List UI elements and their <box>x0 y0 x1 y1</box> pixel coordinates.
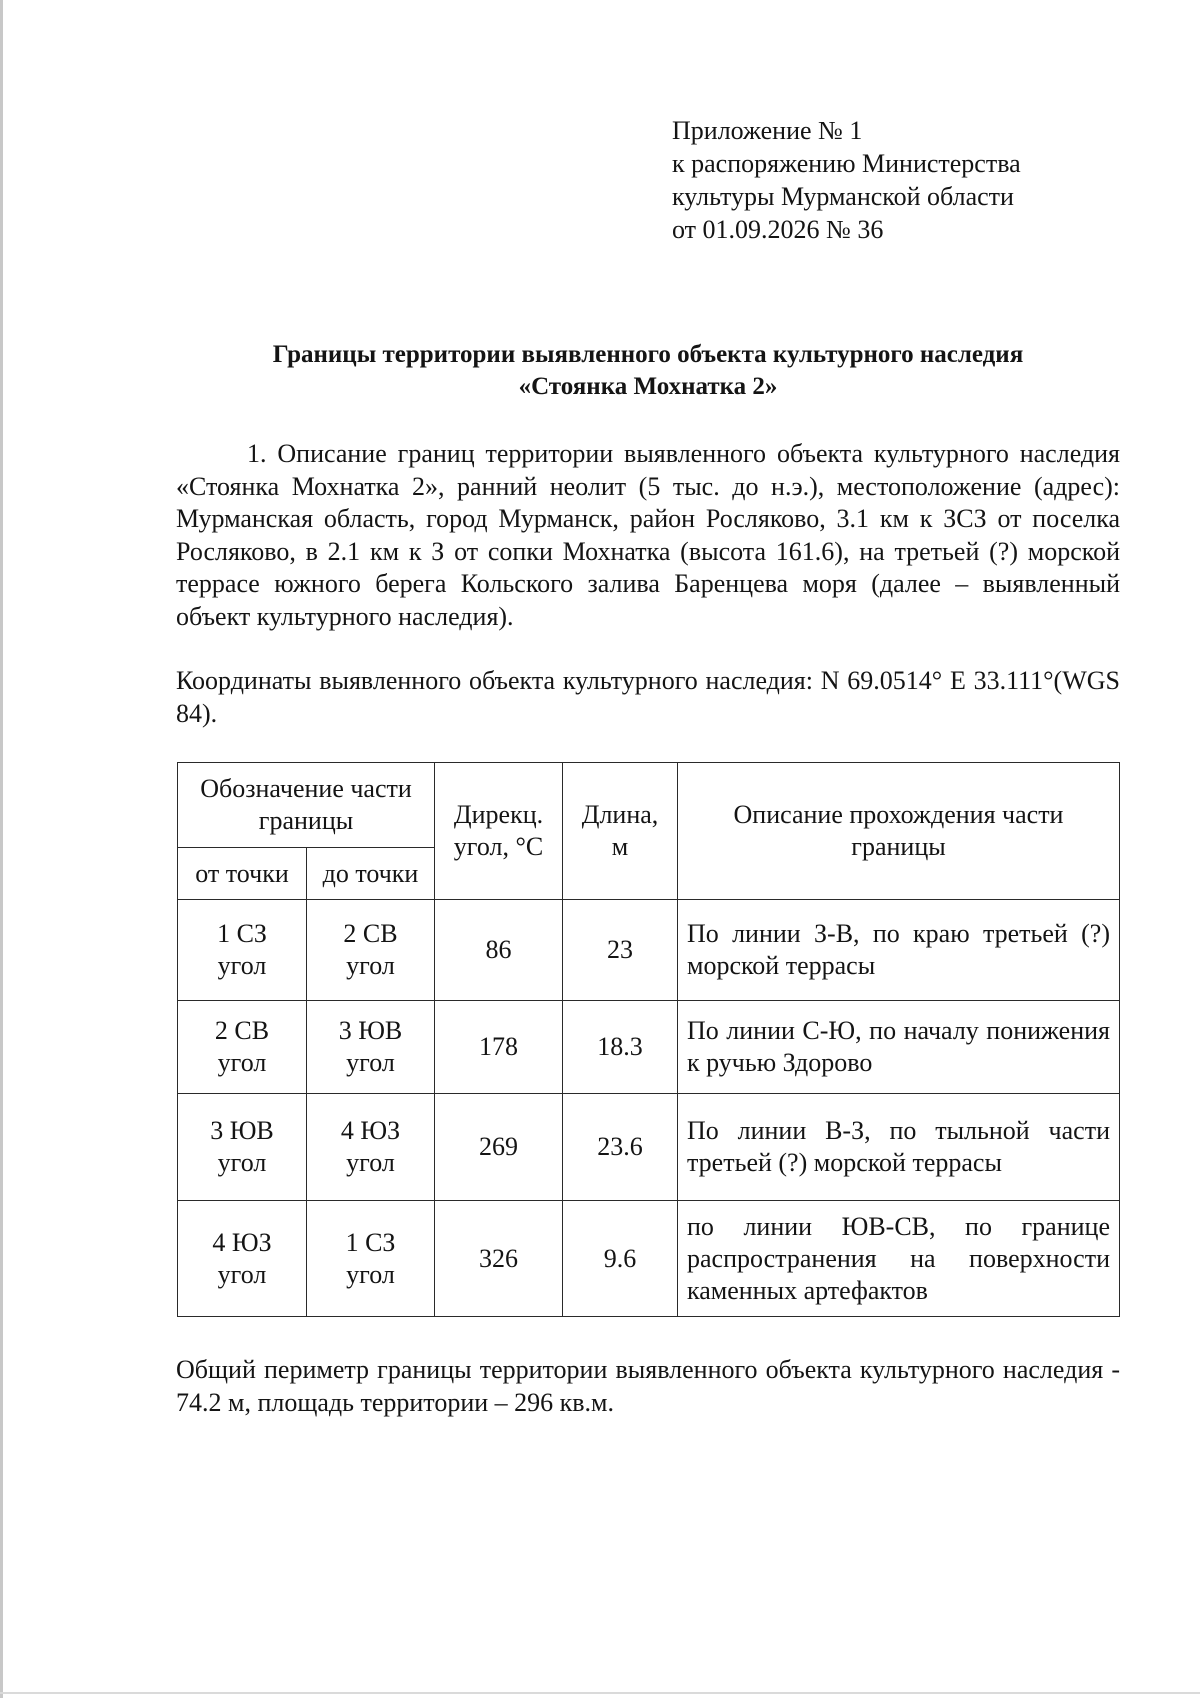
cell-to: 3 ЮВ угол <box>307 1001 435 1094</box>
cell-to: 2 СВ угол <box>307 900 435 1001</box>
header-from: от точки <box>178 848 307 900</box>
table-row <box>178 900 1120 1001</box>
header-to: до точки <box>307 848 435 900</box>
table-row <box>178 1001 1120 1094</box>
cell-description: По линии С-Ю, по началу понижения к ручью Здорово <box>678 1001 1120 1094</box>
cell-from: 3 ЮВ угол <box>178 1094 307 1201</box>
table-row <box>178 1201 1120 1317</box>
cell-from: 4 ЮЗ угол <box>178 1201 307 1317</box>
boundary-table <box>177 762 1120 1317</box>
scan-edge <box>0 0 3 1698</box>
header-segment: Обозначение части границы <box>178 763 435 848</box>
cell-length: 9.6 <box>563 1201 678 1317</box>
summary-paragraph: Общий периметр границы территории выявленного объекта культурного наследия - 74.2 м, площадь территории – 296 кв.м. <box>176 1355 1120 1417</box>
cell-to: 4 ЮЗ угол <box>307 1094 435 1201</box>
header-description: Описание прохождения части границы <box>678 763 1120 900</box>
appendix-block <box>672 114 1021 246</box>
header-length: Длина, м <box>563 763 678 900</box>
cell-description: по линии ЮВ-СВ, по границе распространения на поверхности каменных артефактов <box>678 1201 1120 1317</box>
table-header-row <box>178 763 1120 848</box>
appendix-line-3: культуры Мурманской области <box>672 182 1014 211</box>
cell-description: По линии З-В, по краю третьей (?) морской террасы <box>678 900 1120 1001</box>
cell-angle: 178 <box>435 1001 563 1094</box>
cell-angle: 86 <box>435 900 563 1001</box>
scan-edge-bottom <box>0 1692 1200 1694</box>
cell-length: 18.3 <box>563 1001 678 1094</box>
title-line-1: Границы территории выявленного объекта культурного наследия <box>272 341 1024 368</box>
table-row <box>178 1094 1120 1201</box>
document-title <box>176 339 1120 403</box>
cell-description: По линии В-З, по тыльной части третьей (?) морской террасы <box>678 1094 1120 1201</box>
header-angle: Дирекц. угол, °С <box>435 763 563 900</box>
cell-to: 1 СЗ угол <box>307 1201 435 1317</box>
cell-length: 23.6 <box>563 1094 678 1201</box>
coordinates-paragraph: Координаты выявленного объекта культурного наследия: N 69.0514° E 33.111°(WGS 84). <box>176 666 1120 728</box>
cell-length: 23 <box>563 900 678 1001</box>
title-line-2: «Стоянка Мохнатка 2» <box>518 373 778 400</box>
cell-angle: 269 <box>435 1094 563 1201</box>
appendix-line-1: Приложение № 1 <box>672 116 863 145</box>
cell-from: 1 СЗ угол <box>178 900 307 1001</box>
appendix-line-4: от 01.09.2026 № 36 <box>672 215 884 244</box>
cell-angle: 326 <box>435 1201 563 1317</box>
cell-from: 2 СВ угол <box>178 1001 307 1094</box>
appendix-line-2: к распоряжению Министерства <box>672 149 1021 178</box>
description-paragraph: 1. Описание границ территории выявленного объекта культурного наследия «Стоянка Мохнатка 2», ранний неолит (5 тыс. до н.э.), местоположение (адрес): Мурманская область, город Мурманск, район Росляково, 3.1 км к ЗСЗ от поселка Росляково, в 2.1 км к З от сопки Мохнатка (высота 161.6), на третьей (?) морской террасе южного берега Кольского залива Баренцева моря (далее – выявленный объект культурного наследия). <box>176 439 1120 631</box>
